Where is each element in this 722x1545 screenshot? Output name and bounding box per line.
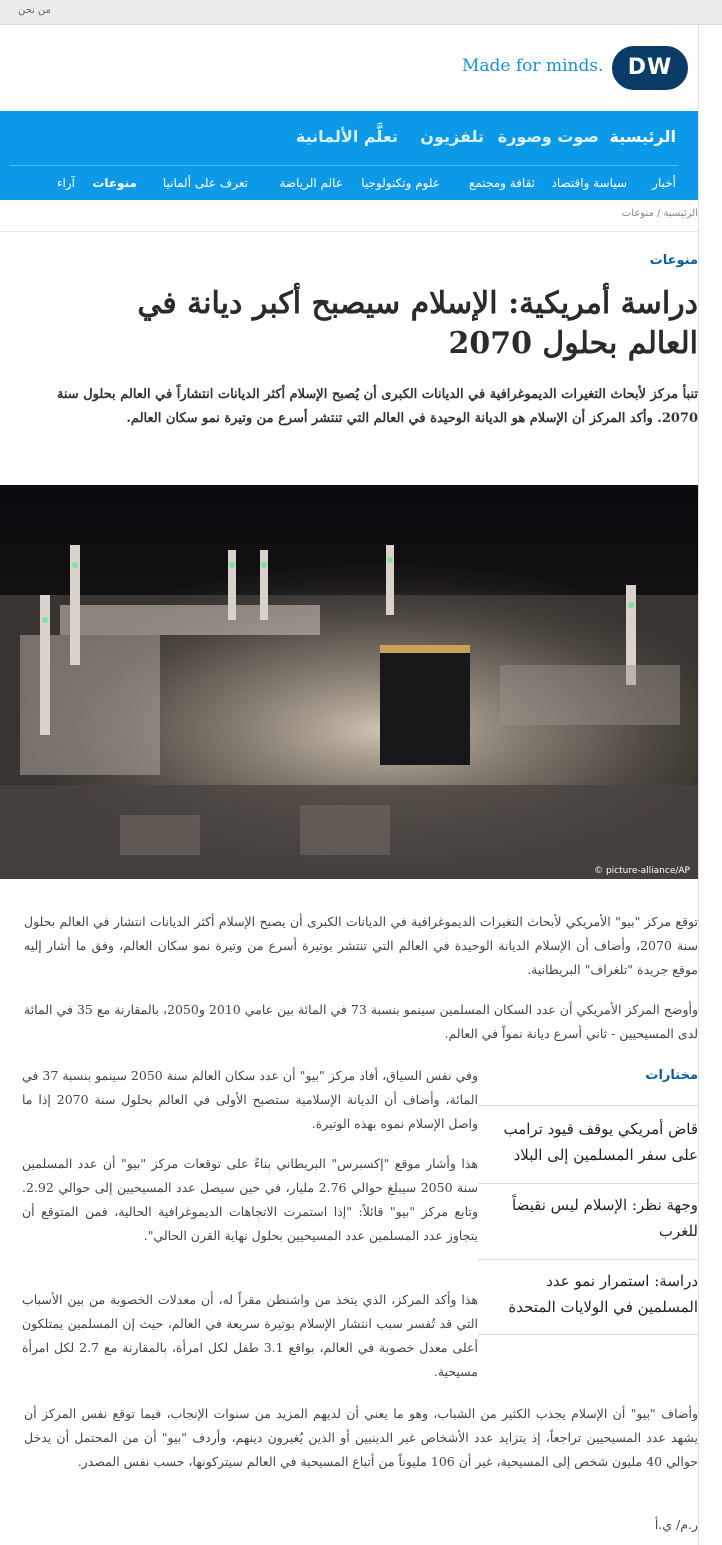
breadcrumb[interactable]: الرئيسية / منوعات	[621, 208, 698, 219]
brand-tagline: Made for minds.	[462, 56, 604, 76]
nav-item-politics-economy[interactable]: سياسة واقتصاد	[551, 176, 627, 190]
article-signature: ر.م/ ي.أ	[654, 1517, 698, 1532]
photo-credit: © picture-alliance/AP	[594, 866, 690, 876]
article-paragraph: هذا وأشار موقع "إكسبرس" البريطاني بناءً على توقعات مركز "بيو" أن عدد المسلمين سنة 2050 سيبلغ حوالي 2.76 مليار، في حين سيصل عدد المسيحيين إلى حوالي 2.92. وتابع مركز "بيو" قائلاً: "إذا استمرت الاتجاهات الديموغرافية الحالية، فمن المتوقع أن يتجاوز عدد المسلمين عدد المسيحيين بحلول نهاية القرن الحالي".	[22, 1156, 479, 1243]
dw-logo[interactable]	[612, 46, 688, 90]
article-paragraph: توقع مركز "بيو" الأمريكي لأبحاث التغيرات الديموغرافية في الديانات الكبرى أن يصبح الإسلام أكثر الديانات انتشار في العالم بحلول سنة 2070، وأضاف أن الإسلام الديانة الوحيدة في العالم التي تنتشر بوتيرة أسرع من وتيرة نمو سكان العالم، وفق ما أشار إليه موقع جريدة "تلغراف" البريطانية.	[24, 914, 698, 977]
article-category[interactable]: منوعات	[649, 253, 698, 268]
article-paragraph: وفي نفس السياق، أفاد مركز "بيو" أن عدد سكان العالم سنة 2050 سينمو بنسبة 37 في المائة، وأضاف أن الديانة الإسلامية ستصبح الأولى في العالم بحلول سنة 2070 إذا ما واصل الإسلام نموه بهذه الوتيرة.	[22, 1068, 478, 1131]
primary-nav	[0, 111, 698, 166]
sidebar-divider	[478, 1105, 698, 1106]
nav-item-news[interactable]: أخبار	[652, 176, 676, 190]
nav-item-tv[interactable]: تلفزيون	[420, 127, 484, 146]
article-paragraph: وأوضح المركز الأمريكي أن عدد السكان المسلمين سينمو بنسبة 73 في المائة بين عامي 2010 و2050، بالمقارنة مع 35 في المائة لدى المسيحيين - ثاني أسرع ديانة نمواً في العالم.	[24, 1002, 699, 1041]
article-paragraph: هذا وأكد المركز، الذي يتخذ من واشنطن مقراً له، أن معدلات الخصوبة من بين الأسباب التي قد تُفسر سبب انتشار الإسلام بوتيرة سريعة في العالم، حيث إن المسلمين يمتلكون أعلى معدل خصوبة في العالم، بواقع 3.1 طفل لكل امرأة، بالمقارنة مع 2.7 لكل امرأة مسيحية.	[22, 1292, 478, 1379]
mecca-night-photo	[0, 485, 698, 879]
sidebar-title: مختارات	[645, 1068, 698, 1083]
sidebar-link[interactable]: دراسة: استمرار نمو عدد المسلمين في الولايات المتحدة	[508, 1272, 698, 1316]
nav-item-science-tech[interactable]: علوم وتكنولوجيا	[361, 176, 440, 190]
article-photo	[0, 485, 698, 879]
nav-item-misc[interactable]: منوعات	[92, 176, 137, 190]
nav-item-home[interactable]: الرئيسية	[609, 127, 676, 146]
nav-item-learn-german[interactable]: تعلَّم الألمانية	[295, 127, 398, 146]
nav-item-sports[interactable]: عالم الرياضة	[279, 176, 343, 190]
sidebar-link[interactable]: قاض أمريكي يوقف قيود ترامب على سفر المسلمين إلى البلاد	[503, 1120, 698, 1164]
article-headline: دراسة أمريكية: الإسلام سيصبح أكبر ديانة في العالم بحلول 2070	[137, 286, 698, 361]
nav-item-culture-society[interactable]: ثقافة ومجتمع	[469, 176, 535, 190]
secondary-nav	[0, 166, 698, 200]
sidebar-divider	[478, 1334, 698, 1335]
sidebar-divider	[478, 1259, 698, 1260]
sidebar-divider	[478, 1183, 698, 1184]
top-utility-bar	[0, 0, 722, 25]
nav-item-media[interactable]: صوت وصورة	[497, 127, 599, 146]
article-paragraph: وأضاف "بيو" أن الإسلام يجذب الكثير من الشباب، وهو ما يعني أن لديهم المزيد من سنوات الإنجاب، فيما توقع نفس المركز أن يشهد عدد المسيحيين تراجعاً، إذ يتزايد عدد الأشخاص غير الدينيين أو الذين يُغيرون دينهم، وأردف "بيو" أن من المحتمل أن يدخل حوالي 40 مليون شخص إلى المسيحية، غير أن 106 مليوناً من أتباع المسيحية في العالم سيتركونها، حسب نفس المصدر.	[24, 1406, 698, 1469]
dw-logo-text: DW	[627, 55, 673, 80]
nav-item-opinions[interactable]: آراء	[56, 176, 75, 190]
nav-item-discover-germany[interactable]: تعرف على ألمانيا	[162, 176, 248, 190]
article-lead: تنبأ مركز لأبحاث التغيرات الديموغرافية في الديانات الكبرى أن يُصبح الإسلام أكثر الديانات انتشاراً في العالم بحلول سنة 2070. وأكد المركز أن الإسلام هو الديانة الوحيدة في العالم التي تنتشر أسرع من وتيرة نمو سكان العالم.	[56, 387, 698, 426]
right-divider	[698, 25, 699, 1545]
breadcrumb-divider	[0, 231, 698, 232]
sidebar-link[interactable]: وجهة نظر: الإسلام ليس نقيضاً للغرب	[512, 1196, 698, 1240]
about-us-link[interactable]: من نحن	[18, 5, 51, 16]
